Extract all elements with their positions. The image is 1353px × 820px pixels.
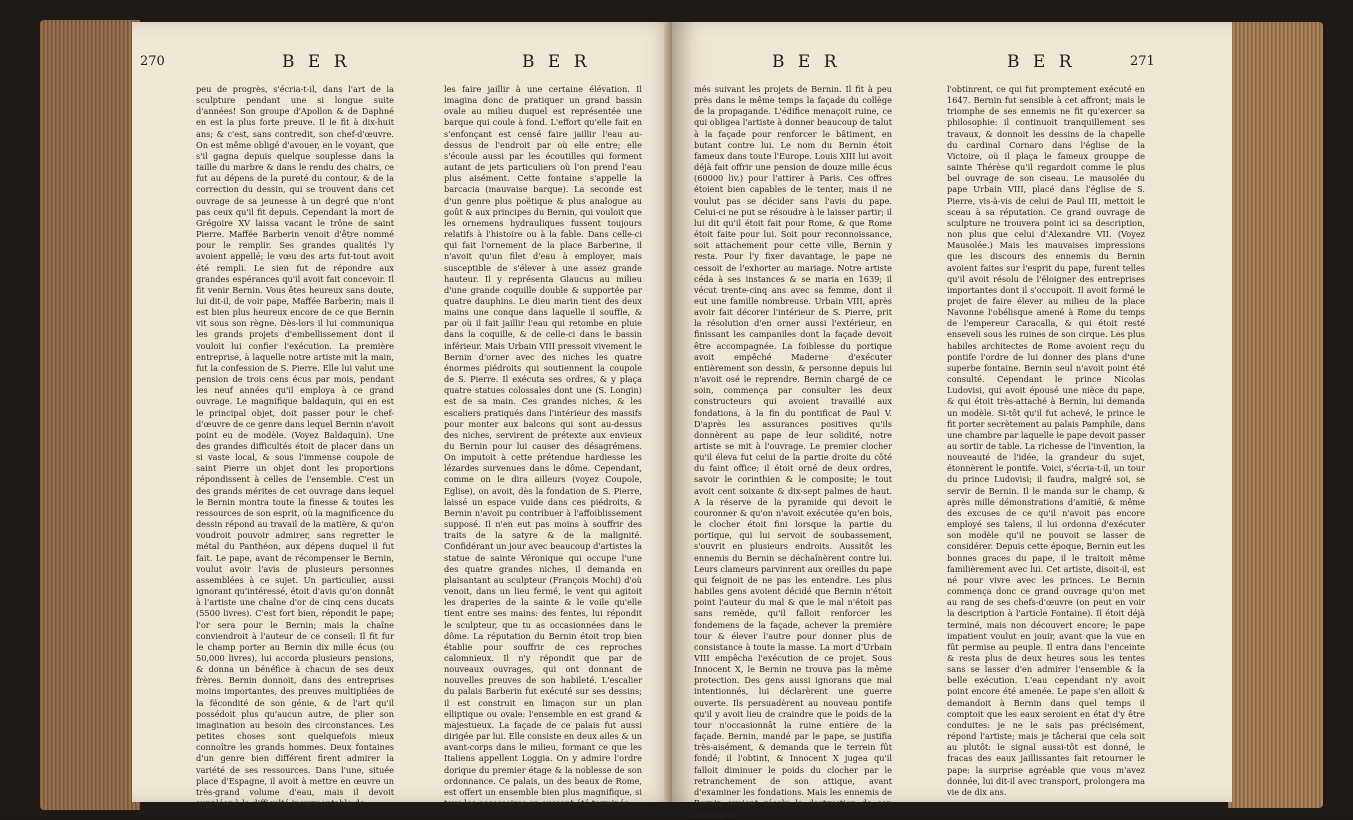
page-number: 271 xyxy=(1130,54,1155,69)
column-text: les faire jaillir à une certaine élévation. Il imagina donc de pratiquer un grand bassin ovale au milieu duquel est représentée une barque qui coule à fond. L'effort qu'elle fait en s'enfonçant est censé faire jaillir l'eau au-dessus de l'endroit par où elle entre; elle s'écoule aussi par les écoutilles qui forment autant de jets particuliers où l'on prend l'eau plus aisément. Cette fontaine s'appelle la barcacia (mauvaise barque). La seconde est d'un genre plus poëtique & plus analogue au goût & aux principes du Bernin, qui vouloit que les ornemens hydrauliques fussent toujours relatifs à l'histoire ou à la fable. Dans celle-ci qui fait l'ornement de la place Barberine, il n'avoit qu'un filet d'eau à employer, mais susceptible de s'élever à une assez grande hauteur. Il y représenta Glaucus au milieu d'une grande coquille double & supportée par quatre dauphins. Le dieu marin tient des deux mains une conque dans laquelle il souffle, & par où il fait jaillir l'eau qui retombe en pluie dans la coquille, & de celle-ci dans le bassin inférieur. Mais Urbain VIII pressoit vivement le Bernin d'orner avec des niches les quatre énormes piédroits qui soutiennent la coupole de S. Pierre. Il exécuta ses ordres, & y plaça quatre statues colossales dont une (S. Longin) est de sa main. Ces grandes niches, & les escaliers pratiqués dans l'intérieur des massifs pour monter aux balcons qui sont au-dessus des niches, servirent de prétexte aux envieux du Bernin pour lui causer des désagrémens. On imputoit à cette prétendue hardiesse les lézardes survenues dans le dôme. Cependant, comme on le dira ailleurs (voyez Coupole, Eglise), on avoit, dès la fondation de S. Pierre, laissé un espace vuide dans ces piédroits, & Bernin n'avoit pu contribuer à l'affoiblissement supposé. Il n'en eut pas moins à souffrir des traits de la satyre & de la malignité. Confidérant un jour avec beaucoup d'artistes la statue de sainte Véronique qui occupe l'une des quatre grandes niches, il demanda en plaisantant au sculpteur (François Mochi) d'où venoit, dans un lieu fermé, le vent qui agitoit les draperies de la sainte & le voile qu'elle tient entre ses mains: des fentes, lui répondit le sculpteur, que tu as occasionnées dans le dôme. La réputation du Bernin étoit trop bien établie pour souffrir de ces reproches calomnieux. Il n'y répondit que par de nouveaux ouvrages, qui ont donnant de nouvelles preuves de son habileté. L'escalier du palais Barberin fut exécuté sur ses dessins; il est construit en limaçon sur un plan elliptique ou ovale: l'ensemble en est grand & majestueux. La façade de ce palais fut aussi dirigée par lui. Elle consiste en deux ailes & un avant-corps dans le milieu, formant ce que les Italiens appellent Loggia. On y admire l'ordre dorique du premier étage & la noblesse de son ordonnance. Ce palais, un des beaux de Rome, est offert un ensemble bien plus magnifique, si tous les accessoires en eussent été terminés xyxy=(444,84,642,808)
page-number: 270 xyxy=(140,54,165,69)
text-column xyxy=(196,84,394,809)
running-head: B E R xyxy=(522,52,591,72)
column-text: l'obtinrent, ce qui fut promptement exécuté en 1647. Bernin fut sensible à cet affront; mais le triomphe de ses ennemis ne fit qu'exercer sa philosophie: il continuoit tranquillement ses travaux, & donnoit les dessins de la chapelle du cardinal Cornaro dans l'église de la Victoire, où il plaça le fameux grouppe de sainte Thérèse qu'il regardoit comme le plus bel ouvrage de son ciseau. Le mausolée du pape Urbain VIII, placé dans l'église de S. Pierre, vis-à-vis de celui de Paul III, mettoit le sceau à sa réputation. Ce grand ouvrage de sculpture ne trouvera point ici sa description, non plus que celui d'Alexandre VII. (Voyez Mausolée.) Mais les mauvaises impressions que les discours des ennemis du Bernin avoient faites sur l'esprit du pape, furent telles qu'il avoit résolu de l'éloigner des entreprises importantes dont il s'occupoit. Il avoit formé le projet de faire élever au milieu de la place Navonne l'obélisque amené à Rome du temps de l'empereur Caracalla, & qui étoit resté enseveli sous les ruines de son cirque. Les plus habiles architectes de Rome avoient reçu du pontife l'ordre de lui donner des plans d'une superbe fontaine. Bernin seul n'avoit point été consulté. Cependant le prince Nicolas Ludovisi, qui avoit épousé une nièce du pape, & qui étoit très-attaché à Bernin, lui demanda un modèle. Si-tôt qu'il fut achevé, le prince le fit porter secrètement au palais Pamphile, dans une chambre par laquelle le pape devoit passer au sortir de table. La richesse de l'invention, la nouveauté de l'idée, la grandeur du sujet, étonnèrent le pontife. Voici, s'écria-t-il, un tour du prince Ludovisi; il faudra, malgré soi, se servir de Bernin. Il le manda sur le champ, & après mille démonstrations d'amitié, & même des excuses de ce qu'il n'avoit pas encore employé ses talens, il lui ordonna d'exécuter son modèle qu'il ne pouvoit se lasser de considérer. Depuis cette époque, Bernin eut les bonnes graces du pape, il le traitoit même familièrement avec lui. Cet artiste, disoit-il, est né pour vivre avec les princes. Le Bernin commença donc ce grand ouvrage qu'on met au rang de ses chefs-d'œuvre (on peut en voir la description à l'article Fontaine). Il étoit déjà terminé, mais non découvert encore; le pape impatient voulut en jouir, avant que la vue en fût permise au peuple. Il entra dans l'enceinte & resta plus de deux heures sous les tentes sans se lasser d'en admirer l'ensemble & la belle exécution. L'eau cependant n'y avoit point encore été amenée. Le pape s'en alloit & demandoit à Bernin dans quel temps il comptoit que les eaux seroient en état d'y être conduites: je ne le sais pas précisément, répond l'artiste; mais je tâcherai que cela soit au plutôt: le signal aussi-tôt est donné, le fracas des eaux jaillissantes fait retourner le pape: la surprise agréable que vous m'avez donnée, lui dit-il avec transport, prolongera ma vie de dix ans. xyxy=(947,84,1145,797)
right-page-edges xyxy=(1228,22,1323,808)
column-text: més suivant les projets de Bernin. Il fit à peu près dans le même temps la façade du collège de la propagande. L'édifice menaçoit ruine, ce qui obligea l'artiste à donner beaucoup de talut à la façade pour renforcer le bâtiment, en butant contre lui. Le nom du Bernin étoit fameux dans toute l'Europe. Louis XIII lui avoit déjà fait offrir une pension de douze mille écus (60000 liv.) pour l'attirer à Paris. Ces offres étoient bien capables de le tenter, mais il ne voulut pas se décider sans l'avis du pape. Celui-ci ne put se résoudre à le laisser partir; il lui dit qu'il étoit fait pour Rome, & que Rome étoit faite pour lui. Soit pour reconnoissance, soit attachement pour cette ville, Bernin y resta. Pour l'y fixer davantage, le pape ne cessoit de l'exhorter au mariage. Notre artiste céda à ses instances & se maria en 1639; il vécut trente-cinq ans avec sa femme, dont il eut une famille nombreuse. Urbain VIII, après avoir fait décorer l'intérieur de S. Pierre, prit la résolution d'en orner aussi l'extérieur, en finissant les campaniles dont la façade devoit être accompagnée. La foiblesse du portique avoit empêché Maderne d'exécuter entièrement son dessin, & personne depuis lui n'avoit osé le reprendre. Bernin chargé de ce soin, commença par consulter les deux constructeurs qui avoient travaillé aux fondations, à la fin du pontificat de Paul V. D'après les assurances positives qu'ils donnèrent au pape de leur solidité, notre artiste se mit à l'ouvrage. Le premier clocher qu'il éleva fut celui de la partie droite du côté du faint office; il étoit orné de deux ordres, savoir le corinthien & le composite; le tout avoit cent soixante & dix-sept palmes de haut. A la réserve de la pyramide qui devoit le couronner & qu'on n'avoit exécutée qu'en bois, le clocher étoit fini lorsque la partie du portique, qui lui servoit de soubassement, s'ouvrit en plusieurs endroits. Aussitôt les ennemis du Bernin se déchaînèrent contre lui. Leurs clameurs parvinrent aux oreilles du pape qui feignoit de ne pas les entendre. Les plus habiles gens avoient décidé que Bernin n'étoit point l'auteur du mal & que le mal n'étoit pas sans remède, qu'il falloit renforcer les fondemens de la façade, achever la première tour & élever l'autre pour donner plus de consistance à toute la masse. La mort d'Urbain VIII empêcha l'exécution de ce projet. Sous Innocent X, le Bernin ne trouva pas la même protection. Des gens aussi ignorans que mal intentionnés, lui déclarèrent une guerre ouverte. Ils persuadèrent au nouveau pontife qu'il y avoit lieu de craindre que le poids de la tour n'occasionnât la ruine entière de la façade. Bernin, mandé par le pape, se justifia très-aisément, & demanda que le terrein fût fondé; il l'obtint, & Innocent X jugea qu'il falloit diminuer le poids du clocher par le retranchement de son attique, avant d'examiner les fondations. Mais les ennemis de Bernin avoient résolu la destruction de son ouvrage & xyxy=(694,84,892,820)
running-head: B E R xyxy=(1007,52,1076,72)
left-page xyxy=(132,22,678,808)
running-head: B E R xyxy=(282,52,351,72)
right-page xyxy=(672,22,1232,820)
text-column xyxy=(947,84,1145,798)
text-column xyxy=(694,84,892,820)
left-page-edges xyxy=(40,20,140,810)
column-text: peu de progrès, s'écria-t-il, dans l'art de la sculpture pendant une si longue suite d'années! Son groupe d'Apollon & de Daphné en est la plus forte preuve. Il le fit à dix-huit ans; & c'est, sans contredit, son chef-d'œuvre. On est même obligé d'avouer, en le voyant, que s'il gagna depuis quelque souplesse dans la taille du marbre & dans le rendu des chairs, ce fut au dépens de la pureté du contour, & de la correction du dessin, qui se trouvent dans cet ouvrage de sa jeunesse à un degré que n'ont pas ceux qu'il fit depuis. Cependant la mort de Grégoire XV laissa vacant le trône de saint Pierre. Maffée Barberin venoit d'être nommé pour le remplir. Ses grandes qualités l'y avoient appellé; le vœu des arts fut-tout avoit été rempli. Le sien fut de répondre aux grandes espérances qu'il avoit fait concevoir. Il fit venir Bernin. Vous êtes heureux sans doute, lui dit-il, de voir pape, Maffée Barberin; mais il est bien plus heureux encore de ce que Bernin vit sous son règne. Dès-lors il lui communiqua les grands projets d'embellissement dont il vouloit lui confier l'exécution. La première entreprise, à laquelle notre artiste mit la main, fut la confession de S. Pierre. Elle lui valut une pension de trois cens écus par mois, pendant les neuf années qu'il employa à ce grand ouvrage. Le magnifique baldaquin, qui en est le principal objet, doit passer pour le chef-d'œuvre de ce genre dans lequel Bernin n'avoit point eu de modèle. (Voyez Baldaquin). Une des grandes difficultés étoit de placer dans un si vaste local, & sous l'immense coupole de saint Pierre un objet dont les proportions répondissent à celles de l'ensemble. C'est un des grands mérites de cet ouvrage dans lequel le Bernin montra toute la finesse & toutes les ressources de son esprit, où la magnificence du dessin répond au travail de la matière, & qu'on voudroit pouvoir admirer, sans regretter le métal du Panthéon, aux dépens duquel il fut fait. Le pape, avant de récompenser le Bernin, voulut avoir l'avis de plusieurs personnes assemblées à ce sujet. Un particulier, aussi ignorant qu'intéressé, étoit d'avis qu'on donnât à l'artiste une chaîne d'or de cinq cens ducats (5500 livres). C'est fort bien, répondit le pape; l'or sera pour le Bernin; mais la chaîne conviendroit à l'auteur de ce conseil: Il fit fur le champ porter au Bernin dix mille écus (ou 50,000 livres), lui accorda plusieurs pensions, & donna un bénéfice à chacun de ses deux frères. Bernin donnoit, dans des entreprises moins importantes, des preuves multipliées de la fécondité de son génie, & de l'art qu'il possédoit plus qu'aucun autre, de plier son imagination au besoin des circonstances. Les petites choses sont quelquefois mieux connoître les grands hommes. Deux fontaines d'un genre bien différent firent admirer la variété de ses ressources. Dans l'une, située place d'Espagne, il avoit à mettre en œuvre un très-grand volume d'eau, mais il devoit suppléer à la difficulté insurmontable de xyxy=(196,84,394,808)
text-column xyxy=(444,84,642,809)
running-head: B E R xyxy=(772,52,841,72)
